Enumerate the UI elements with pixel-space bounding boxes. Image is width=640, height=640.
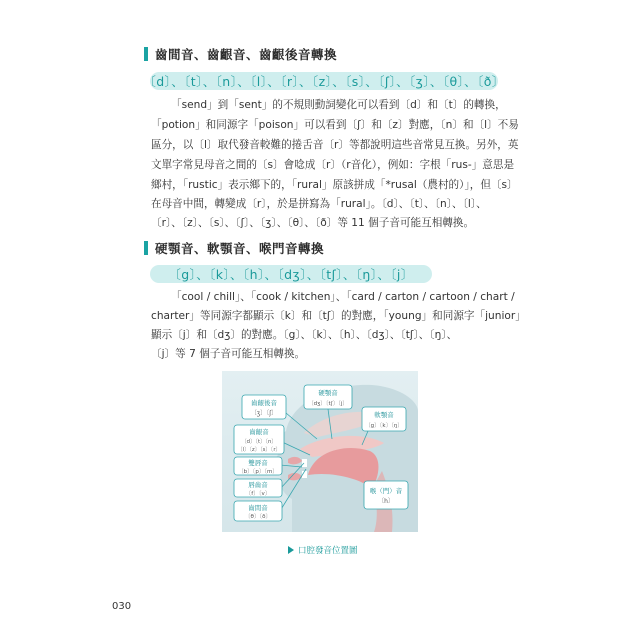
velar-sounds: 〔g〕〔k〕〔ŋ〕 xyxy=(365,423,403,429)
interdental-name: 齒間音 xyxy=(248,504,268,512)
articulation-diagram-svg xyxy=(222,371,418,532)
articulation-diagram xyxy=(222,371,418,532)
text-line: charter」等同源字都顯示〔k〕和〔tʃ〕的對應，「young」和同源字「junior」 xyxy=(151,310,526,322)
text-line: 鄉村，「rustic」表示鄉下的，「rural」原該拼成「*rusal（農村的）」，但〔s〕 xyxy=(151,179,518,191)
phoneme-strip-1: 〔d〕、〔t〕、〔n〕、〔l〕、〔r〕、〔z〕、〔s〕、〔ʃ〕、〔ʒ〕、〔θ〕、〔ð〕 xyxy=(143,74,505,89)
interdental-sounds: 〔θ〕〔ð〕 xyxy=(245,514,271,520)
section-title: 硬顎音、軟顎音、喉門音轉換 xyxy=(155,241,325,256)
text-line: 「send」到「sent」的不規則動詞變化可以看到〔d〕和〔t〕的轉換， xyxy=(171,99,506,111)
text-line: 文單字常見母音之間的〔s〕會唸成〔r〕（r音化），例如：字根「rus-」意思是 xyxy=(151,159,515,171)
velar-name: 軟顎音 xyxy=(374,411,394,419)
labiodental-name: 唇齒音 xyxy=(248,481,268,489)
postalveolar-name: 齒齦後音 xyxy=(251,399,277,407)
glottal-name: 喉（門）音 xyxy=(369,487,403,495)
alveolar-sounds-1: 〔d〕〔t〕〔n〕 xyxy=(241,439,277,445)
alveolar-sounds-2: 〔l〕〔z〕〔s〕〔r〕 xyxy=(237,447,281,453)
text-line: 〔j〕等 7 個子音可能互相轉換。 xyxy=(151,348,306,360)
glottal-sounds: 〔h〕 xyxy=(378,498,394,505)
postalveolar-sounds: 〔ʒ〕〔ʃ〕 xyxy=(250,410,278,417)
heading-accent-bar xyxy=(144,47,148,61)
text-line: 〔r〕、〔z〕、〔s〕、〔ʃ〕、〔ʒ〕、〔θ〕、〔ð〕等 11 個子音可能互相轉換。 xyxy=(151,217,475,229)
text-line: 區分，以〔l〕取代發音較難的捲舌音〔r〕等都說明這些音常見互換。另外，英 xyxy=(151,139,519,151)
figure-caption xyxy=(288,544,358,556)
section-heading-2 xyxy=(144,240,324,256)
play-triangle-icon xyxy=(288,546,294,554)
upper-teeth xyxy=(302,459,307,467)
page-number: 030 xyxy=(112,601,132,612)
section-title: 齒間音、齒齦音、齒齦後音轉換 xyxy=(155,47,338,62)
text-line: 「cool / chill」、「cook / kitchen」、「card / carton / cartoon / chart / xyxy=(171,291,515,303)
bilabial-name: 雙唇音 xyxy=(248,459,268,467)
text-line: 「potion」和同源字「poison」可以看到〔ʃ〕和〔z〕對應，〔n〕和〔l〕不易 xyxy=(151,119,519,131)
text-line: 在母音中間，轉變成〔r〕，於是拼寫為「rural」。〔d〕、〔t〕、〔n〕、〔l〕、 xyxy=(151,198,487,210)
heading-accent-bar xyxy=(144,241,148,255)
phoneme-strip-2: 〔g〕、〔k〕、〔h〕、〔dʒ〕、〔tʃ〕、〔ŋ〕、〔j〕 xyxy=(150,265,432,283)
text-line: 顯示〔j〕和〔dʒ〕的對應。〔g〕、〔k〕、〔h〕、〔dʒ〕、〔tʃ〕、〔ŋ〕、 xyxy=(151,329,458,341)
palatal-name: 硬顎音 xyxy=(318,389,338,397)
bilabial-sounds: 〔b〕〔p〕〔m〕 xyxy=(238,469,278,475)
alveolar-name: 齒齦音 xyxy=(249,428,269,436)
labiodental-sounds: 〔f〕〔v〕 xyxy=(245,491,271,497)
section-heading-1 xyxy=(144,46,337,62)
caption-text: 口腔發音位置圖 xyxy=(298,546,358,556)
palatal-sounds: 〔dʒ〕〔tʃ〕〔j〕 xyxy=(308,401,348,407)
